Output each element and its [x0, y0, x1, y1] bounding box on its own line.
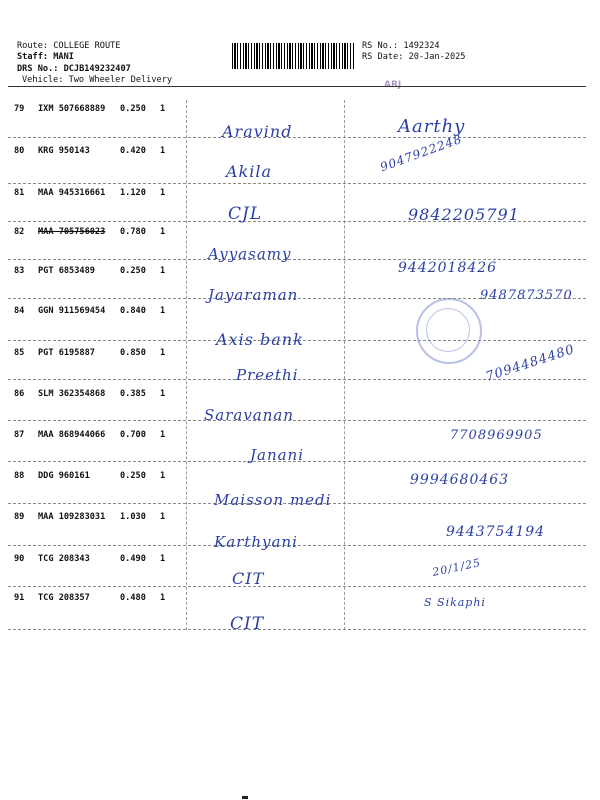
table-top-rule — [8, 86, 586, 87]
table-row: 80 KRG 950143 0.420 1 — [14, 146, 166, 156]
receiver-name: Axis bank — [216, 330, 304, 349]
signature: S Sikaphi — [424, 596, 486, 609]
table-row: 90 TCG 208343 0.490 1 — [14, 554, 166, 564]
rs-number: RS No.: 1492324 — [362, 41, 440, 51]
column-divider — [344, 100, 345, 630]
table-row: 83 PGT 6853489 0.250 1 — [14, 266, 166, 276]
receiver-name: CIT — [230, 614, 265, 634]
receiver-name: Aravind — [222, 122, 293, 141]
signature: Aarthy — [398, 116, 466, 137]
signature-date: 20/1/25 — [431, 556, 483, 579]
receiver-name: Saravanan — [204, 406, 295, 424]
receiver-name: CJL — [228, 204, 263, 224]
signature-phone: 9994680463 — [410, 472, 510, 488]
table-row: 86 SLM 362354868 0.385 1 — [14, 389, 166, 399]
table-row: 81 MAA 945316661 1.120 1 — [14, 188, 166, 198]
column-divider — [186, 100, 187, 630]
receiver-name: Janani — [250, 446, 305, 464]
receiver-seal — [416, 298, 482, 364]
rs-date: RS Date: 20-Jan-2025 — [362, 52, 466, 62]
receiver-name: Ayyasamy — [208, 245, 292, 263]
route-label: Route: COLLEGE ROUTE — [17, 41, 121, 51]
receiver-name: CIT — [232, 569, 265, 588]
signature-phone: 9443754194 — [446, 524, 546, 540]
table-row: 79 IXM 507668889 0.250 1 — [14, 104, 166, 114]
page-mark — [242, 796, 248, 799]
receiver-name: Karthyani — [214, 533, 298, 551]
barcode — [232, 43, 354, 69]
table-row: 85 PGT 6195887 0.850 1 — [14, 348, 166, 358]
receiver-name: Akila — [226, 162, 273, 181]
receiver-name: Jayaraman — [208, 286, 299, 304]
vehicle-label: Vehicle: Two Wheeler Delivery — [22, 75, 173, 85]
table-row: 88 DDG 960161 0.250 1 — [14, 471, 166, 481]
agency-stamp: ARJ — [384, 80, 402, 90]
signature-phone: 9442018426 — [398, 260, 498, 276]
table-row: 91 TCG 208357 0.480 1 — [14, 593, 166, 603]
signature-phone: 7708969905 — [450, 428, 543, 443]
table-row: 87 MAA 868944066 0.700 1 — [14, 430, 166, 440]
table-row: 89 MAA 109283031 1.030 1 — [14, 512, 166, 522]
table-row: 84 GGN 911569454 0.840 1 — [14, 306, 166, 316]
receiver-name: Preethi — [236, 366, 299, 384]
signature-phone: 9842205791 — [408, 205, 520, 224]
receiver-name: Maisson medi — [214, 491, 332, 509]
table-row: 82 MAA 705756023 0.780 1 — [14, 227, 166, 237]
staff-label: Staff: MANI — [17, 52, 74, 62]
drs-number: DRS No.: DCJB149232407 — [17, 64, 131, 74]
signature-phone: 9487873570 — [480, 288, 573, 303]
signature-phone: 9047922248 — [378, 131, 465, 175]
signature-phone: 7094484480 — [483, 342, 577, 385]
